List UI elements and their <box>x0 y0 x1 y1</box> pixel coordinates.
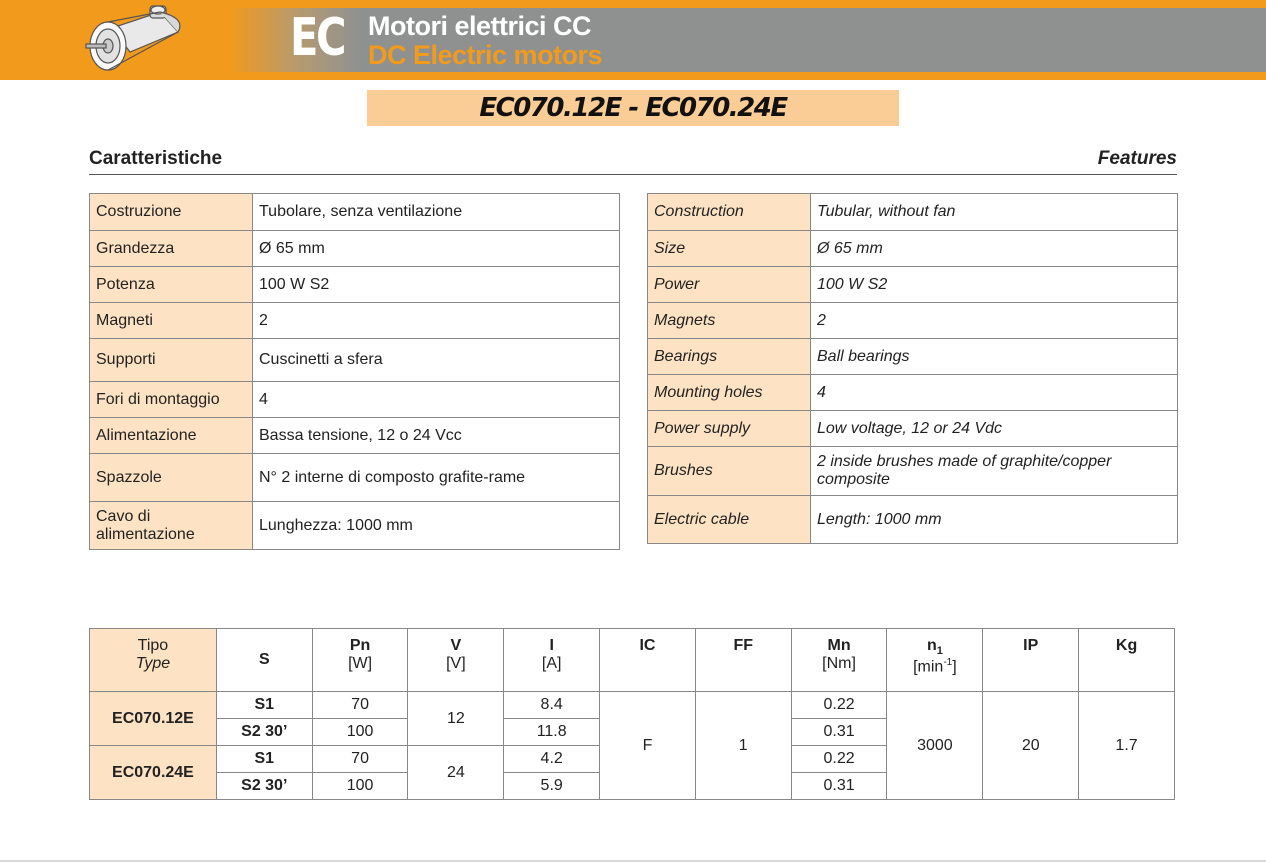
feature-value: 2 <box>811 303 1178 339</box>
feature-key: Fori di montaggio <box>90 382 253 418</box>
feature-key: Brushes <box>648 447 811 496</box>
feature-value: Lunghezza: 1000 mm <box>253 502 620 550</box>
feature-value: Ø 65 mm <box>253 231 620 267</box>
table-row <box>90 454 620 502</box>
col-header-ic <box>600 629 696 692</box>
header-i-unit: [A] <box>541 655 562 672</box>
header-n1-unit-close: ] <box>952 658 957 676</box>
header-title-it: Motori elettrici CC <box>368 11 592 41</box>
header-n1-sub: 1 <box>936 645 943 658</box>
feature-value: Length: 1000 mm <box>811 496 1178 544</box>
feature-value: Ø 65 mm <box>811 231 1178 267</box>
mn-cell: 0.31 <box>791 773 887 800</box>
col-header-kg <box>1079 629 1175 692</box>
header-ff: FF <box>733 637 754 654</box>
i-cell: 8.4 <box>504 692 600 719</box>
i-cell: 5.9 <box>504 773 600 800</box>
col-header-s <box>216 629 312 692</box>
table-row <box>90 692 1175 719</box>
header-mn-unit: [Nm] <box>822 655 856 672</box>
header-s: S <box>258 651 270 668</box>
feature-value: Bassa tensione, 12 o 24 Vcc <box>253 418 620 454</box>
pn-cell: 100 <box>312 773 408 800</box>
header-ic: IC <box>639 637 656 654</box>
col-header-mn <box>791 629 887 692</box>
feature-value: Tubular, without fan <box>811 194 1178 231</box>
section-divider <box>89 174 1177 175</box>
header-kg: Kg <box>1115 637 1138 654</box>
duty-cell: S1 <box>216 692 312 719</box>
table-row <box>648 303 1178 339</box>
mn-cell: 0.31 <box>791 719 887 746</box>
header-n1-unit: [min <box>913 658 944 676</box>
table-row <box>90 418 620 454</box>
v-cell: 24 <box>408 746 504 800</box>
header-title-en: DC Electric motors <box>368 40 603 70</box>
col-header-ff <box>695 629 791 692</box>
kg-cell: 1.7 <box>1079 692 1175 800</box>
header-v-unit: [V] <box>446 655 466 672</box>
col-header-type <box>90 629 217 692</box>
header-n1-unit-sup: -1 <box>943 657 953 669</box>
table-row <box>90 194 620 231</box>
i-cell: 11.8 <box>504 719 600 746</box>
feature-value: 2 inside brushes made of graphite/copper composite <box>811 447 1178 496</box>
col-header-v <box>408 629 504 692</box>
feature-value: N° 2 interne di composto grafite-rame <box>253 454 620 502</box>
features-table-en <box>647 193 1178 544</box>
table-row <box>648 496 1178 544</box>
feature-key: Power supply <box>648 411 811 447</box>
feature-key: Grandezza <box>90 231 253 267</box>
ic-cell: F <box>600 692 696 800</box>
table-row <box>648 231 1178 267</box>
table-row <box>90 502 620 550</box>
feature-key: Mounting holes <box>648 375 811 411</box>
header-i: I <box>549 637 554 654</box>
table-row <box>648 339 1178 375</box>
table-row <box>648 447 1178 496</box>
feature-key: Supporti <box>90 339 253 382</box>
table-row <box>90 231 620 267</box>
feature-key: Power <box>648 267 811 303</box>
col-header-ip <box>983 629 1079 692</box>
feature-value: 2 <box>253 303 620 339</box>
feature-value: 4 <box>811 375 1178 411</box>
header-mn: Mn <box>827 637 851 654</box>
header-tipo: Tipo <box>137 637 169 654</box>
header-ip: IP <box>1023 637 1039 654</box>
feature-key: Electric cable <box>648 496 811 544</box>
feature-value: 4 <box>253 382 620 418</box>
model-title: EC070.12E - EC070.24E <box>367 90 899 126</box>
duty-cell: S2 30’ <box>216 719 312 746</box>
feature-key: Size <box>648 231 811 267</box>
mn-cell: 0.22 <box>791 746 887 773</box>
header-v: V <box>450 637 462 654</box>
model-name: EC070.24E <box>90 746 217 800</box>
feature-key: Magneti <box>90 303 253 339</box>
spec-header-row <box>90 629 1175 692</box>
table-row <box>90 303 620 339</box>
feature-key: Magnets <box>648 303 811 339</box>
ec-badge: EC <box>290 8 345 68</box>
mn-cell: 0.22 <box>791 692 887 719</box>
duty-cell: S2 30’ <box>216 773 312 800</box>
model-name: EC070.12E <box>90 692 217 746</box>
ff-cell: 1 <box>695 692 791 800</box>
feature-value: 100 W S2 <box>253 267 620 303</box>
feature-value: Ball bearings <box>811 339 1178 375</box>
table-row <box>648 194 1178 231</box>
spec-table <box>89 628 1175 800</box>
feature-value: 100 W S2 <box>811 267 1178 303</box>
table-row <box>648 267 1178 303</box>
ip-cell: 20 <box>983 692 1079 800</box>
feature-value: Low voltage, 12 or 24 Vdc <box>811 411 1178 447</box>
feature-value: Cuscinetti a sfera <box>253 339 620 382</box>
v-cell: 12 <box>408 692 504 746</box>
section-title-it: Caratteristiche <box>89 148 223 169</box>
table-row <box>648 411 1178 447</box>
header-banner <box>0 0 1266 80</box>
header-type: Type <box>135 655 171 672</box>
feature-key: Bearings <box>648 339 811 375</box>
table-row <box>90 382 620 418</box>
table-row <box>648 375 1178 411</box>
pn-cell: 100 <box>312 719 408 746</box>
col-header-pn <box>312 629 408 692</box>
table-row <box>90 267 620 303</box>
feature-key: Spazzole <box>90 454 253 502</box>
pn-cell: 70 <box>312 692 408 719</box>
header-pn: Pn <box>349 637 371 654</box>
duty-cell: S1 <box>216 746 312 773</box>
dc-motor-icon <box>82 2 192 76</box>
features-table-it <box>89 193 620 550</box>
header-pn-unit: [W] <box>348 655 373 672</box>
feature-key: Alimentazione <box>90 418 253 454</box>
pn-cell: 70 <box>312 746 408 773</box>
col-header-i <box>504 629 600 692</box>
feature-key: Construction <box>648 194 811 231</box>
feature-key: Potenza <box>90 267 253 303</box>
header-n1: n <box>926 637 937 654</box>
feature-key: Cavo di alimentazione <box>90 502 253 550</box>
section-title-en: Features <box>1097 148 1177 169</box>
col-header-n1 <box>887 629 983 692</box>
feature-key: Costruzione <box>90 194 253 231</box>
i-cell: 4.2 <box>504 746 600 773</box>
feature-value: Tubolare, senza ventilazione <box>253 194 620 231</box>
table-row <box>90 339 620 382</box>
n1-cell: 3000 <box>887 692 983 800</box>
